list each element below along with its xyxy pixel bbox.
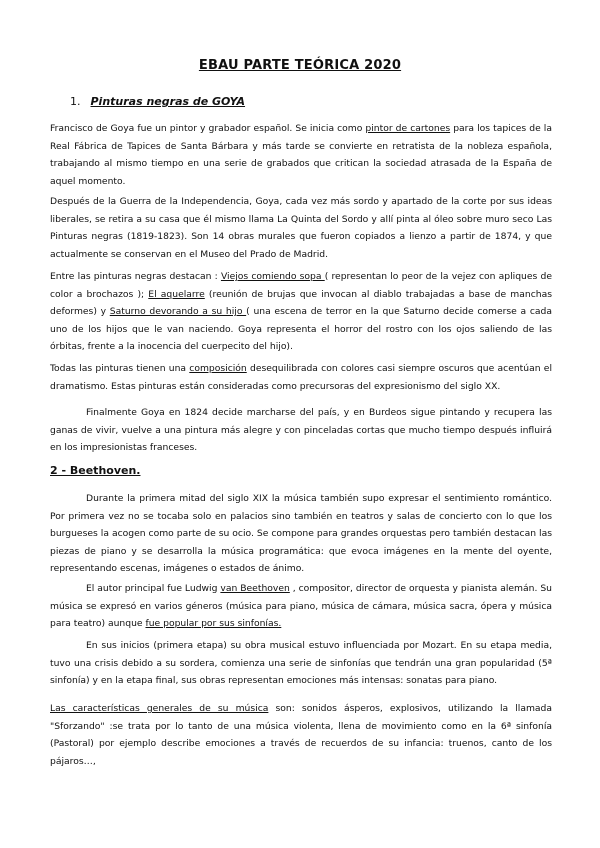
text-run: , compositor, director de orquesta y pianista alemán. Su música se expresó en varios géneros (música para piano, música de cámara, música sacra, ópera y música para teatro) aunque	[50, 583, 552, 629]
paragraph-beethoven-autor	[50, 580, 552, 633]
text-run: para los tapices de la Real Fábrica de Tapices de Santa Bárbara y más tarde se convierte en retratista de la nobleza española, trabajando al mismo tiempo en una serie de grabados que critican la sociedad atrasada de la España de aquel momento.	[50, 123, 552, 187]
text-run: Francisco de Goya fue un pintor y grabador español. Se inicia como	[50, 123, 366, 134]
paragraph-etapas: En sus inicios (primera etapa) su obra musical estuvo influenciada por Mozart. En su etapa media, tuvo una crisis debido a su sordera, comienza una serie de sinfonías que tendrán una gran popularidad (5ª sinfonía) y en la etapa final, sus obras representan emociones más intensas: sonatas para piano.	[50, 640, 552, 686]
section-1-title: Pinturas negras de GOYA	[90, 95, 246, 108]
section-1-heading	[70, 95, 245, 108]
underlined-term: van Beethoven	[220, 583, 290, 594]
text-run: ( representan lo peor de la vejez con apliques de color a brochazos );	[50, 271, 552, 300]
underlined-term: El aquelarre	[148, 288, 205, 300]
underlined-term: Saturno devorando a su hijo	[109, 306, 247, 317]
paragraph-musica-romantica: Durante la primera mitad del siglo XIX la música también supo expresar el sentimiento romántico. Por primera vez no se tocaba solo en palacios sino también en teatros y salas de concierto con lo que los burgueses la acogen como parte de su ocio. Se compone para grandes orquestas pero también destacan las piezas de piano y se desarrolla la música programática: que evoca imágenes en la mente del oyente, representando escenas, imágenes o estados de ánimo.	[50, 493, 552, 574]
paragraph-quinta-sordo: Después de la Guerra de la Independencia, Goya, cada vez más sordo y apartado de la corte por sus ideas liberales, se retira a su casa que él mismo llama La Quinta del Sordo y allí pinta al óleo sobre muro seco Las Pinturas negras (1819-1823). Son 14 obras murales que fueron copiados a lienzo a partir de 1874, y que actualmente se conservan en el Museo del Prado de Madrid.	[50, 196, 552, 260]
text-run: desequilibrada con colores casi siempre oscuros que acentúan el dramatismo. Estas pinturas están consideradas como precursoras del expresionismo del siglo XX.	[50, 363, 552, 392]
text-run: Todas las pinturas tienen una	[50, 363, 190, 374]
underlined-term: fue popular por sus sinfonías.	[145, 618, 282, 629]
text-run: ( una escena de terror en la que Saturno decide comerse a cada uno de los hijos que le van naciendo. Goya representa el horror del rostro con los ojos saliendo de las órbitas, frente a la inocencia del cuerpecito del hijo).	[50, 306, 552, 352]
paragraph-burdeos: Finalmente Goya en 1824 decide marcharse del país, y en Burdeos sigue pintando y recupera las ganas de vivir, vuelve a una pintura más alegre y con pinceladas cortas que mucho tiempo después influirá en los impresionistas franceses.	[50, 407, 552, 453]
text-run: Entre las pinturas negras destacan :	[50, 271, 221, 282]
paragraph-goya-intro	[50, 120, 552, 190]
underlined-term: Viejos comiendo sopa	[220, 271, 325, 282]
paragraph-caracteristicas	[50, 700, 552, 770]
text-run: son: sonidos ásperos, explosivos, utilizando la llamada "Sforzando" :se trata por lo tanto de una música violenta, llena de movimiento como en la 6ª sinfonía (Pastoral) por ejemplo describe emociones a través de recuerdos de su infancia: truenos, canto de los pájaros…,	[50, 703, 552, 767]
underlined-term: pintor de cartones	[365, 123, 451, 134]
underlined-term: composición	[189, 363, 247, 374]
paragraph-pinturas-destacadas	[50, 268, 552, 356]
section-2-heading: 2 - Beethoven.	[50, 464, 141, 477]
underlined-term: Las características generales de su música	[50, 703, 269, 714]
text-run: El autor principal fue Ludwig	[86, 583, 221, 594]
text-run: (reunión de brujas que invocan al diablo trabajadas a base de manchas deformes) y	[50, 288, 552, 317]
section-1-number: 1.	[70, 95, 81, 108]
paragraph-composicion	[50, 360, 552, 395]
page-title: EBAU PARTE TEÓRICA 2020	[198, 58, 402, 73]
